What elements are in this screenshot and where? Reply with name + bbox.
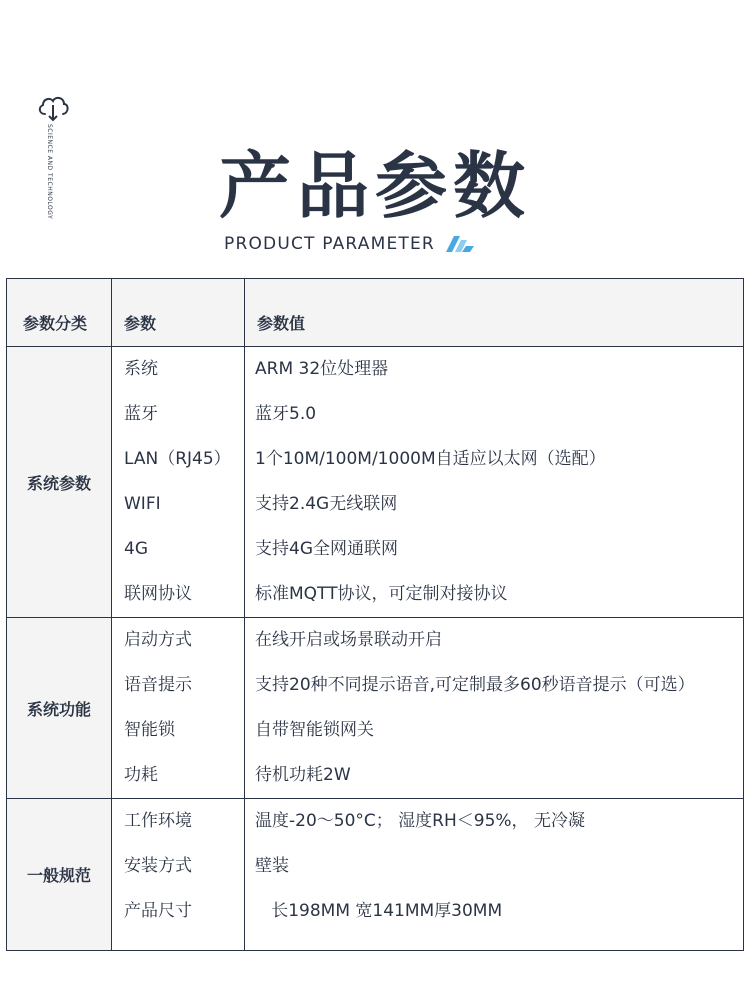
group-param-names — [112, 618, 245, 799]
group-category: 系统功能 — [7, 618, 112, 799]
param-name: 系统 — [124, 359, 158, 379]
header-category: 参数分类 — [7, 279, 112, 347]
parameter-table — [6, 278, 744, 951]
param-value: 在线开启或场景联动开启 — [255, 630, 442, 650]
param-value: ARM 32位处理器 — [255, 359, 389, 379]
param-name: WIFI — [124, 494, 161, 514]
group-param-values — [245, 618, 744, 799]
param-value: 支持2.4G无线联网 — [255, 494, 398, 514]
group-param-values — [245, 347, 744, 618]
page-subtitle: PRODUCT PARAMETER — [224, 234, 435, 254]
param-value: 长198MM 宽141MM厚30MM — [255, 901, 503, 921]
param-name: 联网协议 — [124, 584, 192, 604]
param-value: 壁装 — [255, 856, 289, 876]
header-value: 参数值 — [245, 279, 744, 347]
param-name: 语音提示 — [124, 675, 192, 695]
decoration-icon — [444, 234, 476, 258]
param-name: 启动方式 — [124, 630, 192, 650]
param-name: LAN（RJ45） — [124, 449, 231, 469]
table-header-row — [7, 279, 744, 347]
param-value: 待机功耗2W — [255, 765, 351, 785]
header-param: 参数 — [112, 279, 245, 347]
param-name: 蓝牙 — [124, 404, 158, 424]
page-title: 产品参数 — [218, 144, 531, 228]
param-value: 支持4G全网通联网 — [255, 539, 398, 559]
param-name: 产品尺寸 — [124, 901, 192, 921]
param-value: 支持20种不同提示语音,可定制最多60秒语音提示（可选） — [255, 675, 695, 695]
param-value: 1个10M/100M/1000M自适应以太网（选配） — [255, 449, 606, 469]
group-category: 一般规范 — [7, 799, 112, 951]
param-value: 蓝牙5.0 — [255, 404, 317, 424]
table-group-row — [7, 347, 744, 618]
param-name: 安装方式 — [124, 856, 192, 876]
group-param-names — [112, 799, 245, 951]
param-name: 智能锁 — [124, 720, 175, 740]
brand-logo — [36, 94, 70, 124]
param-name: 功耗 — [124, 765, 158, 785]
group-param-names — [112, 347, 245, 618]
group-param-values — [245, 799, 744, 951]
param-value: 温度-20～50°C； 湿度RH＜95%， 无冷凝 — [255, 811, 585, 831]
table-group-row — [7, 799, 744, 951]
param-name: 工作环境 — [124, 811, 192, 831]
cloud-download-icon — [36, 94, 70, 124]
table-group-row — [7, 618, 744, 799]
param-value: 自带智能锁网关 — [255, 720, 374, 740]
logo-tagline: SCIENCE AND TECHNOLOGY — [46, 124, 53, 220]
group-category: 系统参数 — [7, 347, 112, 618]
param-name: 4G — [124, 539, 148, 559]
param-value: 标准MQTT协议，可定制对接协议 — [255, 584, 508, 604]
